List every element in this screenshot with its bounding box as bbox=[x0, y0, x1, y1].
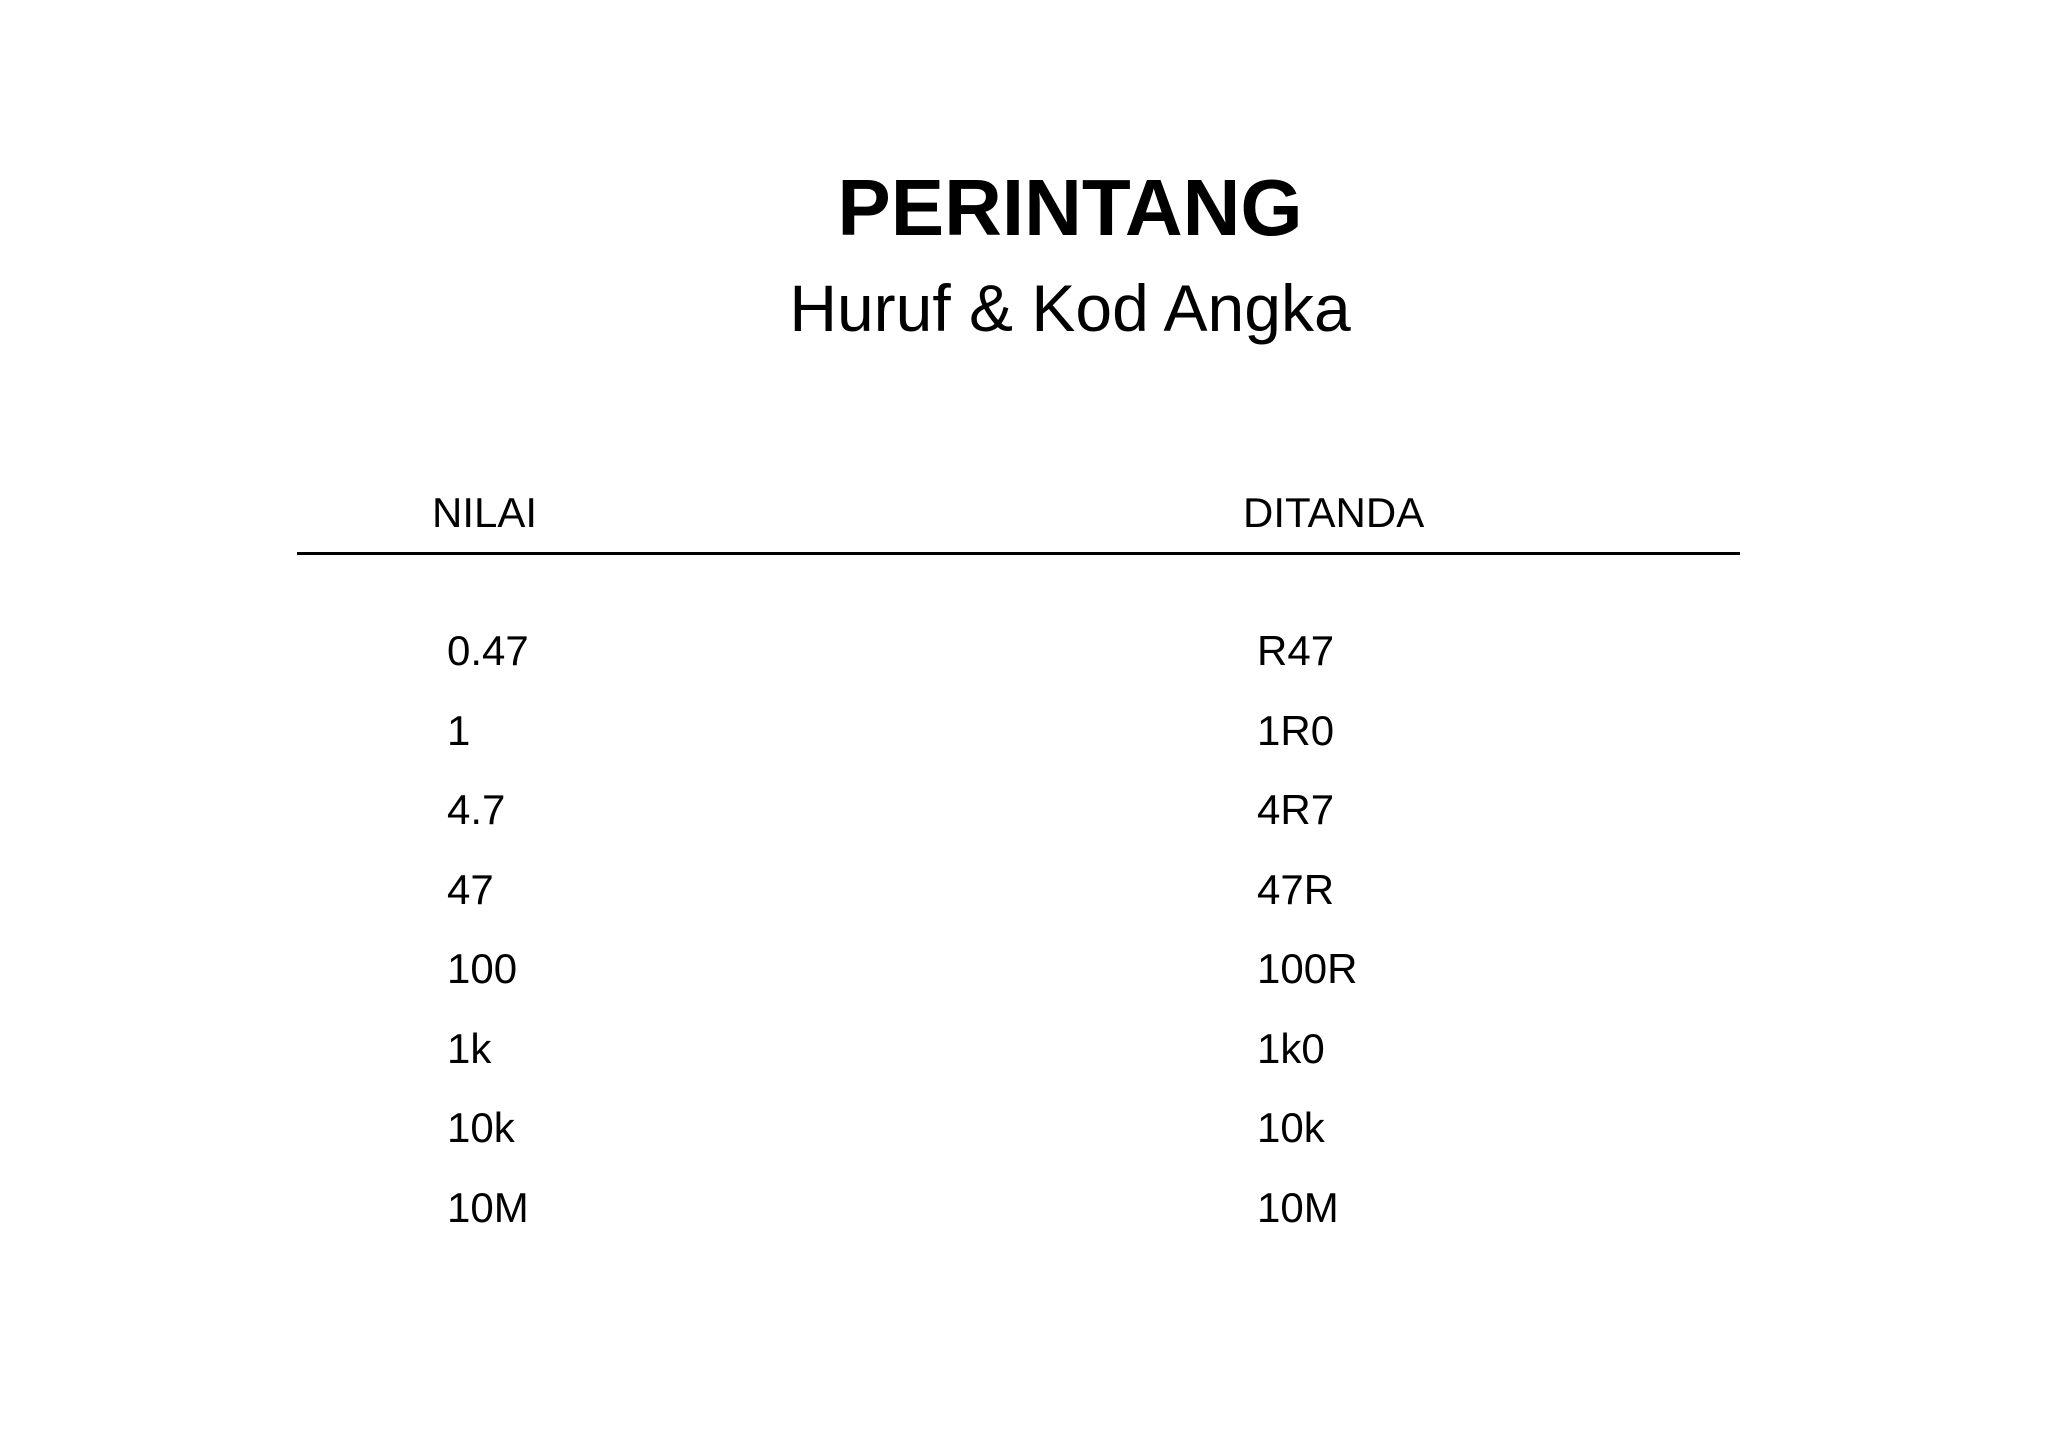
cell-nilai: 4.7 bbox=[447, 786, 506, 833]
page-title: PERINTANG bbox=[837, 163, 1303, 252]
cell-ditanda: 4R7 bbox=[1257, 786, 1335, 833]
table-row bbox=[0, 865, 2048, 949]
cell-nilai: 1k bbox=[447, 1024, 492, 1072]
cell-nilai: 0.47 bbox=[447, 627, 529, 674]
table-row bbox=[0, 945, 2048, 1028]
page-subtitle: Huruf & Kod Angka bbox=[789, 271, 1351, 345]
table-row bbox=[0, 706, 2048, 790]
column-header-ditanda: DITANDA bbox=[1243, 489, 1425, 536]
cell-nilai: 10k bbox=[447, 1104, 515, 1151]
cell-ditanda: 47R bbox=[1257, 865, 1335, 913]
table-body bbox=[0, 627, 2048, 1266]
column-header-nilai: NILAI bbox=[432, 489, 538, 536]
table-row bbox=[0, 1104, 2048, 1187]
cell-ditanda: 100R bbox=[1257, 945, 1358, 992]
cell-ditanda: R47 bbox=[1257, 627, 1335, 674]
cell-nilai: 47 bbox=[447, 865, 494, 913]
cell-nilai: 1 bbox=[447, 706, 471, 754]
table-row bbox=[0, 786, 2048, 869]
cell-ditanda: 1k0 bbox=[1257, 1024, 1325, 1072]
table-row bbox=[0, 1183, 2048, 1267]
cell-ditanda: 1R0 bbox=[1257, 706, 1335, 754]
cell-nilai: 10M bbox=[447, 1183, 529, 1231]
cell-nilai: 100 bbox=[447, 945, 518, 992]
table-row bbox=[0, 627, 2048, 710]
header-divider bbox=[297, 552, 1740, 555]
cell-ditanda: 10k bbox=[1257, 1104, 1325, 1151]
table-row bbox=[0, 1024, 2048, 1108]
cell-ditanda: 10M bbox=[1257, 1183, 1339, 1231]
